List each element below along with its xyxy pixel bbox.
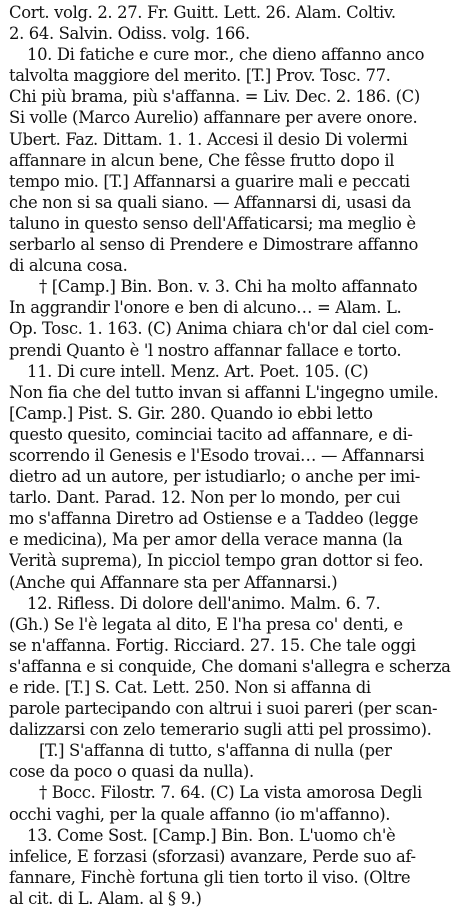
text-line: 2. 64. Salvin. Odiss. volg. 166.	[9, 24, 250, 44]
text-line: tempo mio. [T.] Affannarsi a guarire mali e peccati	[9, 171, 410, 191]
text-line: e ride. [T.] S. Cat. Lett. 250. Non si affanna di	[9, 678, 371, 697]
text-line: tarlo. Dant. Parad. 12. Non per lo mondo, per cui	[9, 488, 401, 508]
text-line: s'affanna e si conquide, Che domani s'allegra e scherza	[9, 656, 451, 676]
text-line: Chi più brama, più s'affanna. = Liv. Dec. 2. 186. (C)	[9, 87, 420, 107]
text-line: 13. Come Sost. [Camp.] Bin. Bon. L'uomo ch'è	[27, 825, 396, 845]
text-line: talvolta maggiore del merito. [T.] Prov. Tosc. 77.	[9, 66, 391, 86]
text-line: occhi vaghi, per la quale affanno (io m'affanno).	[9, 804, 391, 824]
text-line: Verità suprema), In picciol tempo gran dottor si feo.	[9, 551, 424, 571]
text-line: [T.] S'affanna di tutto, s'affanna di nulla (per	[39, 741, 392, 761]
text-line: cose da poco o quasi da nulla).	[9, 762, 254, 782]
text-line: prendi Quanto è 'l nostro affannar fallace e torto.	[9, 340, 402, 360]
text-line: [Camp.] Pist. S. Gir. 280. Quando io ebbi letto	[9, 403, 373, 423]
text-line: e medicina), Ma per amor della verace manna (la	[9, 530, 403, 550]
text-line: serbarlo al senso di Prendere e Dimostrare affanno	[9, 235, 418, 255]
text-line: † [Camp.] Bin. Bon. v. 3. Chi ha molto affannato	[39, 277, 418, 297]
text-line: (Gh.) Se l'è legata al dito, E l'ha presa co' denti, e	[9, 614, 403, 634]
text-line: dietro ad un autore, per istudiarlo; o anche per imi-	[9, 467, 420, 487]
text-line: Si volle (Marco Aurelio) affannare per avere onore.	[9, 108, 418, 128]
text-line: taluno in questo senso dell'Affaticarsi; ma meglio è	[9, 213, 416, 233]
text-line: (Anche qui Affannare sta per Affannarsi.)	[9, 572, 338, 592]
text-line: mo s'affanna Diretro ad Ostiense e a Taddeo (legge	[9, 509, 419, 529]
text-line: 10. Di fatiche e cure mor., che dieno affanno anco	[27, 45, 425, 65]
text-line: se n'affanna. Fortig. Ricciard. 27. 15. Che tale oggi	[9, 635, 416, 655]
text-line: dalizzarsi con zelo temerario sugli atti pel prossimo).	[9, 720, 432, 740]
text-line: Cort. volg. 2. 27. Fr. Guitt. Lett. 26. Alam. Coltiv.	[9, 3, 396, 22]
text-line: scorrendo il Genesis e l'Esodo trovai… — Affannarsi	[9, 445, 425, 465]
text-line: di alcuna cosa.	[9, 256, 128, 276]
text-line: che non si sa quali siano. — Affannarsi di, usasi da	[9, 192, 412, 212]
text-line: Op. Tosc. 1. 163. (C) Anima chiara ch'or dal ciel com-	[9, 319, 434, 339]
text-line: † Bocc. Filostr. 7. 64. (C) La vista amorosa Degli	[39, 783, 422, 803]
text-line: 12. Rifless. Di dolore dell'animo. Malm. 6. 7.	[27, 593, 381, 613]
text-line: 11. Di cure intell. Menz. Art. Poet. 105. (C)	[27, 361, 369, 381]
text-line: questo quesito, cominciai tacito ad affannare, e di-	[9, 424, 413, 444]
text-line: parole partecipando con altrui i suoi pareri (per scan-	[9, 699, 438, 719]
text-line: al cit. di L. Alam. al § 9.)	[9, 888, 202, 908]
text-line: infelice, E forzasi (sforzasi) avanzare, Perde suo af-	[9, 846, 416, 866]
text-line: In aggrandir l'onore e ben di alcuno… = Alam. L.	[9, 298, 402, 318]
text-line: affannare in alcun bene, Che fêsse frutto dopo il	[9, 150, 395, 170]
text-line: Ubert. Faz. Dittam. 1. 1. Accesi il desio Di volermi	[9, 129, 408, 149]
text-line: fannare, Finchè fortuna gli tien torto il viso. (Oltre	[9, 867, 411, 887]
text-line: Non fia che del tutto invan si affanni L'ingegno umile.	[9, 382, 439, 402]
